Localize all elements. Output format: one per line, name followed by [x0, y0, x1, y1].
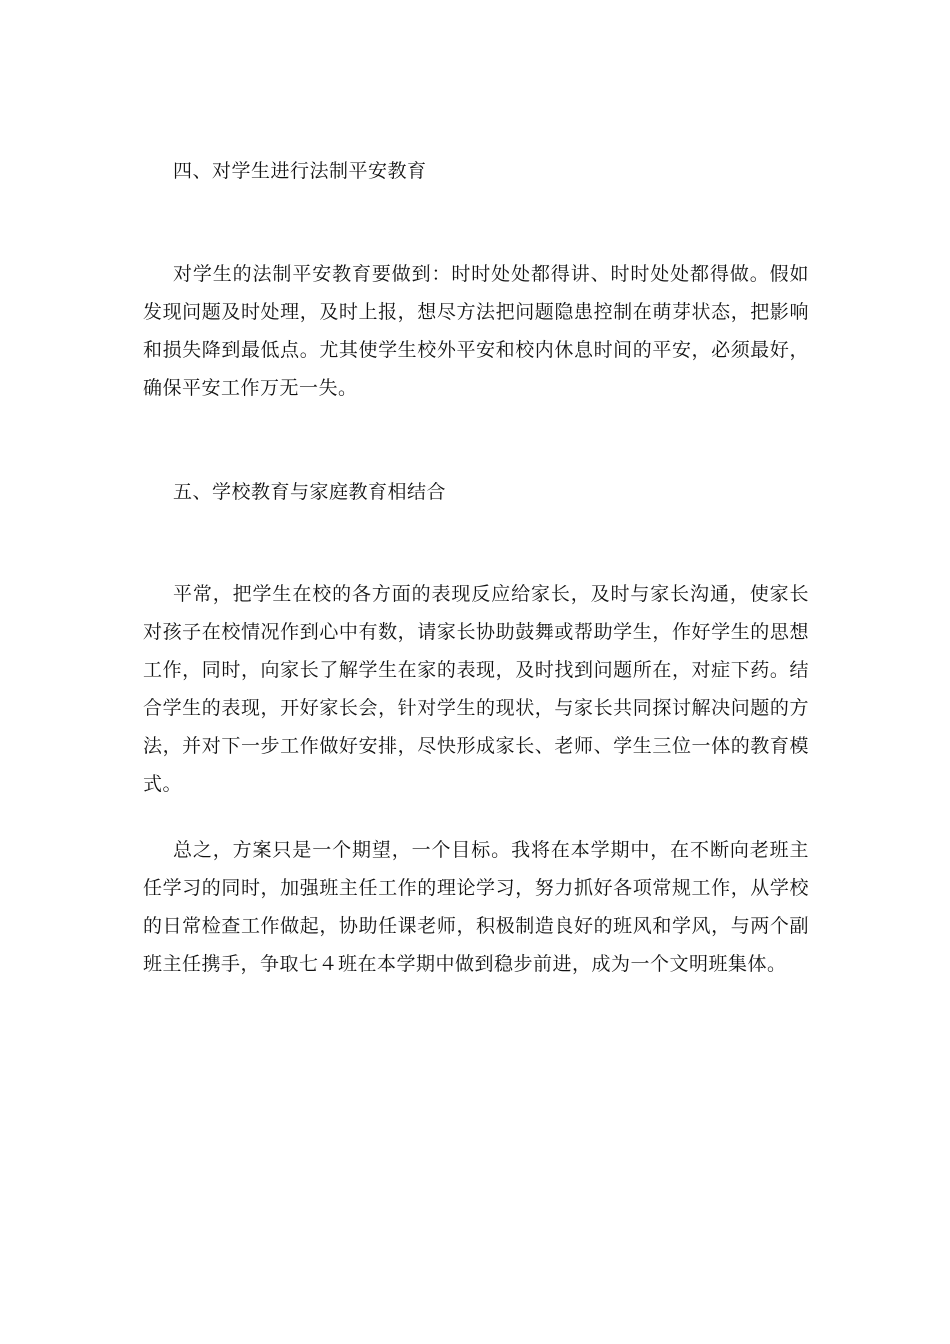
- conclusion-paragraph: 总之，方案只是一个期望，一个目标。我将在本学期中，在不断向老班主任学习的同时，加强班主任工作的理论学习，努力抓好各项常规工作，从学校的日常检查工作做起，协助任课老师，积极制造良好的班风和学风，与两个副班主任携手，争取七４班在本学期中做到稳步前进，成为一个文明班集体。: [143, 839, 809, 975]
- section-paragraph-school-family: 平常，把学生在校的各方面的表现反应给家长，及时与家长沟通，使家长对孩子在校情况作到心中有数，请家长协助鼓舞或帮助学生，作好学生的思想工作，同时，向家长了解学生在家的表现，及时找到问题所在，对症下药。结合学生的表现，开好家长会，针对学生的现状，与家长共同探讨解决问题的方法，并对下一步工作做好安排，尽快形成家长、老师、学生三位一体的教育模式。: [143, 583, 809, 795]
- section-heading-safety-education: 四、对学生进行法制平安教育: [173, 160, 427, 182]
- section-heading-school-family: 五、学校教育与家庭教育相结合: [173, 481, 447, 503]
- section-paragraph-safety-education: 对学生的法制平安教育要做到：时时处处都得讲、时时处处都得做。假如发现问题及时处理，及时上报，想尽方法把问题隐患控制在萌芽状态，把影响和损失降到最低点。尤其使学生校外平安和校内休息时间的平安，必须最好，确保平安工作万无一失。: [143, 263, 809, 399]
